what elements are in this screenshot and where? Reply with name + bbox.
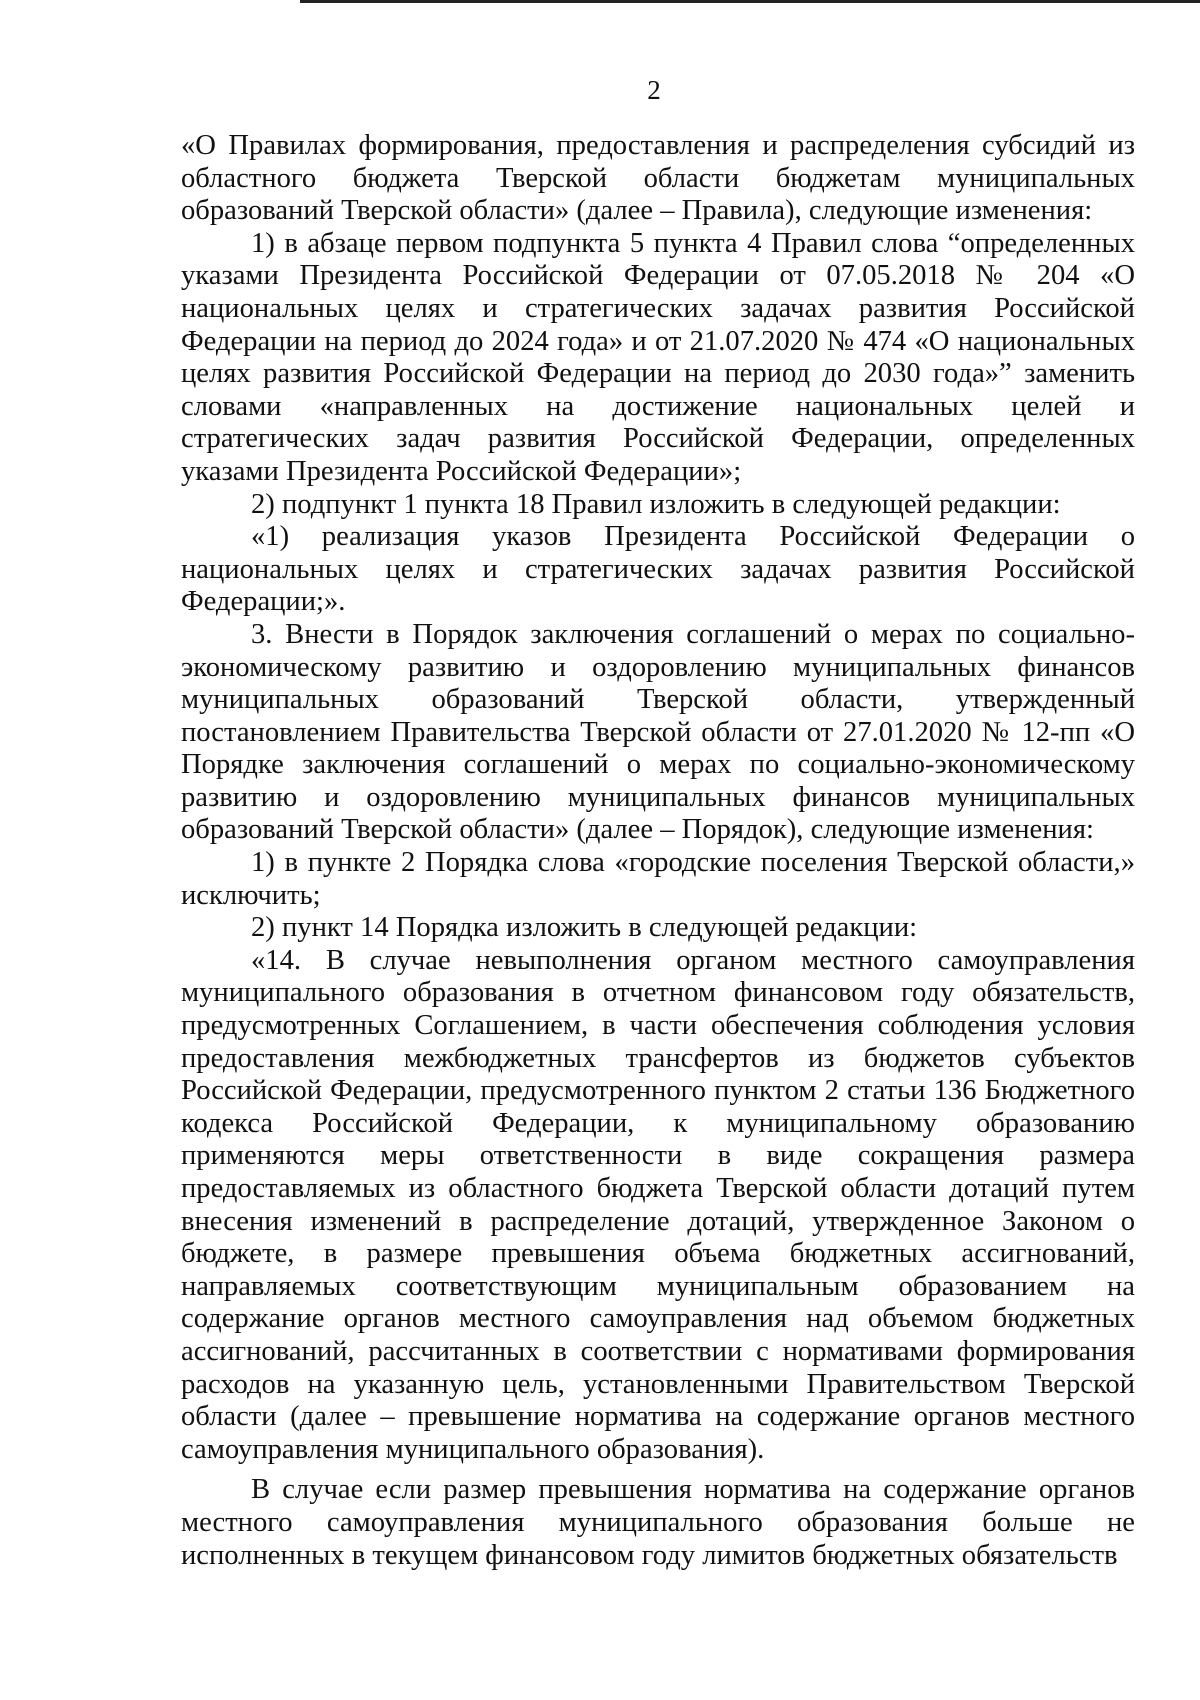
paragraph-item-3: 3. Внести в Порядок заключения соглашений о мерах по социально-экономическому развитию и оздоровлению муниципальных финансов муниципальных образований Тверской области, утвержденный постановлением Правительства Тверской области от 27.01.2020 № 12-пп «О Порядке заключения соглашений о мерах по социально-экономическому развитию и оздоровлению муниципальных финансов муниципальных образований Тверской области» (далее – Порядок), следующие изменения: bbox=[181, 618, 1135, 846]
paragraph-amendment-1-2: 2) подпункт 1 пункта 18 Правил изложить в следующей редакции: bbox=[251, 488, 1061, 520]
paragraph-rules-title-continuation: «О Правилах формирования, предоставления и распределения субсидий из областного бюджета Тверской области бюджетам муниципальных образований Тверской области» (далее – Правила), следующие изменения: bbox=[181, 130, 1135, 227]
paragraph-amendment-3-2: 2) пункт 14 Порядка изложить в следующей редакции: bbox=[251, 912, 918, 944]
top-rule bbox=[300, 0, 1200, 3]
paragraph-point-14: «14. В случае невыполнения органом местного самоуправления муниципального образования в отчетном финансовом году обязательств, предусмотренных Соглашением, в части обеспечения соблюдения условия предоставления межбюджетных трансфертов из бюджетов субъектов Российской Федерации, предусмотренного пунктом 2 статьи 136 Бюджетного кодекса Российской Федерации, к муниципальному образованию применяются меры ответственности в виде сокращения размера предоставляемых из областного бюджета Тверской области дотаций путем внесения изменений в распределение дотаций, утвержденное Законом о бюджете, в размере превышения объема бюджетных ассигнований, направляемых соответствующим муниципальным образованием на содержание органов местного самоуправления над объемом бюджетных ассигнований, рассчитанных в соответствии с нормативами формирования расходов на указанную цель, установленными Правительством Тверской области (далее – превышение норматива на содержание органов местного самоуправления муниципального образования). bbox=[181, 944, 1135, 1465]
paragraph-amendment-1-1: 1) в абзаце первом подпункта 5 пункта 4 Правил слова “определенных указами Президента Российской Федерации от 07.05.2018 № 204 «О национальных целях и стратегических задачах развития Российской Федерации на период до 2024 года» и от 21.07.2020 № 474 «О национальных целях развития Российской Федерации на период до 2030 года»” заменить словами «направленных на достижение национальных целей и стратегических задач развития Российской Федерации, определенных указами Президента Российской Федерации»; bbox=[181, 227, 1135, 487]
page-number: 2 bbox=[647, 75, 661, 105]
document-body bbox=[181, 130, 1135, 1572]
paragraph-point-14-continued: В случае если размер превышения норматива на содержание органов местного самоуправления муниципального образования больше не исполненных в текущем финансовом году лимитов бюджетных обязательств bbox=[181, 1474, 1135, 1571]
paragraph-amendment-1-2-text: «1) реализация указов Президента Российской Федерации о национальных целях и стратегических задачах развития Российской Федерации;». bbox=[181, 521, 1135, 618]
paragraph-amendment-3-1: 1) в пункте 2 Порядка слова «городские поселения Тверской области,» исключить; bbox=[181, 847, 1135, 911]
